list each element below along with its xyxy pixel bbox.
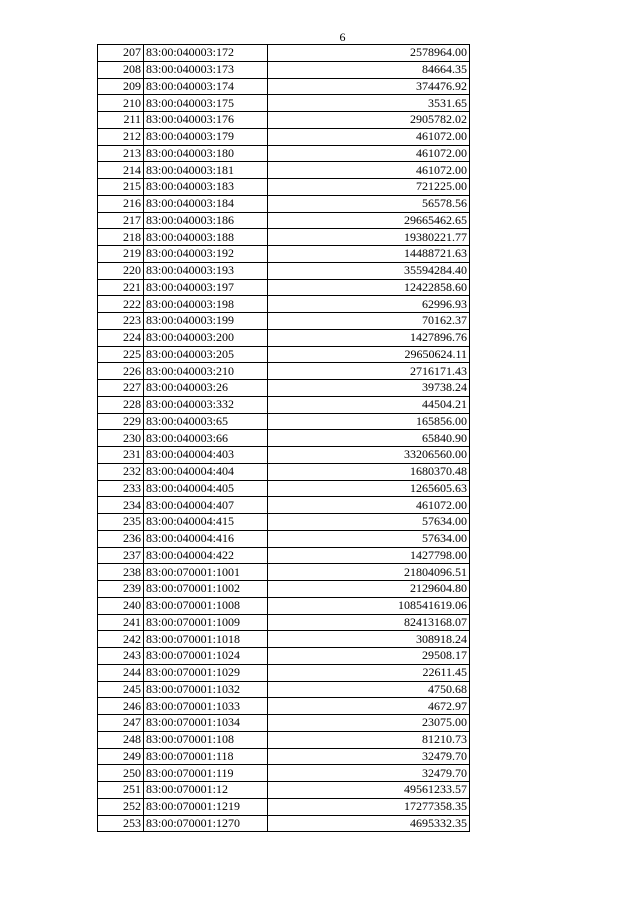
cadastral-number-cell: 83:00:040003:199 (144, 313, 268, 330)
row-number-cell: 243 (98, 648, 144, 665)
value-cell: 70162.37 (268, 313, 470, 330)
table-row (98, 547, 470, 564)
cadastral-number-cell: 83:00:040003:174 (144, 78, 268, 95)
cadastral-number-cell: 83:00:040004:403 (144, 447, 268, 464)
row-number-cell: 248 (98, 731, 144, 748)
value-cell: 29508.17 (268, 648, 470, 665)
row-number-cell: 209 (98, 78, 144, 95)
value-cell: 1680370.48 (268, 463, 470, 480)
row-number-cell: 231 (98, 447, 144, 464)
row-number-cell: 238 (98, 564, 144, 581)
row-number-cell: 222 (98, 296, 144, 313)
row-number-cell: 207 (98, 45, 144, 62)
value-cell: 165856.00 (268, 413, 470, 430)
table-row (98, 413, 470, 430)
row-number-cell: 210 (98, 95, 144, 112)
cadastral-number-cell: 83:00:040004:405 (144, 480, 268, 497)
value-cell: 1265605.63 (268, 480, 470, 497)
row-number-cell: 241 (98, 614, 144, 631)
table-row (98, 262, 470, 279)
row-number-cell: 249 (98, 748, 144, 765)
table-row (98, 313, 470, 330)
row-number-cell: 233 (98, 480, 144, 497)
row-number-cell: 227 (98, 380, 144, 397)
row-number-cell: 223 (98, 313, 144, 330)
row-number-cell: 253 (98, 815, 144, 832)
row-number-cell: 252 (98, 798, 144, 815)
registry-table-body (98, 45, 470, 832)
value-cell: 82413168.07 (268, 614, 470, 631)
value-cell: 19380221.77 (268, 229, 470, 246)
table-row (98, 815, 470, 832)
table-row (98, 95, 470, 112)
row-number-cell: 208 (98, 61, 144, 78)
cadastral-number-cell: 83:00:070001:118 (144, 748, 268, 765)
row-number-cell: 235 (98, 514, 144, 531)
row-number-cell: 220 (98, 262, 144, 279)
cadastral-number-cell: 83:00:040003:180 (144, 145, 268, 162)
value-cell: 1427896.76 (268, 329, 470, 346)
cadastral-number-cell: 83:00:040003:173 (144, 61, 268, 78)
cadastral-number-cell: 83:00:070001:1008 (144, 597, 268, 614)
row-number-cell: 229 (98, 413, 144, 430)
value-cell: 308918.24 (268, 631, 470, 648)
value-cell: 62996.93 (268, 296, 470, 313)
value-cell: 57634.00 (268, 530, 470, 547)
table-row (98, 581, 470, 598)
row-number-cell: 245 (98, 681, 144, 698)
table-row (98, 765, 470, 782)
value-cell: 57634.00 (268, 514, 470, 531)
value-cell: 3531.65 (268, 95, 470, 112)
table-row (98, 597, 470, 614)
value-cell: 29665462.65 (268, 212, 470, 229)
table-row (98, 363, 470, 380)
cadastral-number-cell: 83:00:040004:415 (144, 514, 268, 531)
cadastral-number-cell: 83:00:070001:119 (144, 765, 268, 782)
table-row (98, 329, 470, 346)
value-cell: 2716171.43 (268, 363, 470, 380)
cadastral-number-cell: 83:00:040003:66 (144, 430, 268, 447)
value-cell: 721225.00 (268, 179, 470, 196)
value-cell: 374476.92 (268, 78, 470, 95)
table-row (98, 430, 470, 447)
value-cell: 39738.24 (268, 380, 470, 397)
table-row (98, 346, 470, 363)
row-number-cell: 216 (98, 195, 144, 212)
row-number-cell: 217 (98, 212, 144, 229)
value-cell: 12422858.60 (268, 279, 470, 296)
table-row (98, 715, 470, 732)
cadastral-number-cell: 83:00:040003:186 (144, 212, 268, 229)
value-cell: 35594284.40 (268, 262, 470, 279)
value-cell: 32479.70 (268, 765, 470, 782)
cadastral-number-cell: 83:00:040003:197 (144, 279, 268, 296)
row-number-cell: 213 (98, 145, 144, 162)
row-number-cell: 228 (98, 396, 144, 413)
table-row (98, 179, 470, 196)
registry-table (97, 44, 470, 832)
cadastral-number-cell: 83:00:040003:200 (144, 329, 268, 346)
page-number: 6 (339, 30, 346, 44)
cadastral-number-cell: 83:00:070001:1002 (144, 581, 268, 598)
row-number-cell: 226 (98, 363, 144, 380)
value-cell: 461072.00 (268, 162, 470, 179)
table-row (98, 296, 470, 313)
cadastral-number-cell: 83:00:040003:332 (144, 396, 268, 413)
table-row (98, 447, 470, 464)
row-number-cell: 225 (98, 346, 144, 363)
value-cell: 32479.70 (268, 748, 470, 765)
cadastral-number-cell: 83:00:070001:1009 (144, 614, 268, 631)
row-number-cell: 244 (98, 664, 144, 681)
value-cell: 14488721.63 (268, 246, 470, 263)
table-row (98, 731, 470, 748)
cadastral-number-cell: 83:00:040003:192 (144, 246, 268, 263)
value-cell: 4695332.35 (268, 815, 470, 832)
cadastral-number-cell: 83:00:040003:65 (144, 413, 268, 430)
table-row (98, 212, 470, 229)
cadastral-number-cell: 83:00:040003:188 (144, 229, 268, 246)
row-number-cell: 212 (98, 128, 144, 145)
table-row (98, 279, 470, 296)
row-number-cell: 247 (98, 715, 144, 732)
table-row (98, 195, 470, 212)
table-row (98, 145, 470, 162)
cadastral-number-cell: 83:00:040004:404 (144, 463, 268, 480)
cadastral-number-cell: 83:00:040003:210 (144, 363, 268, 380)
value-cell: 2905782.02 (268, 112, 470, 129)
table-row (98, 162, 470, 179)
value-cell: 22611.45 (268, 664, 470, 681)
row-number-cell: 234 (98, 497, 144, 514)
value-cell: 108541619.06 (268, 597, 470, 614)
value-cell: 461072.00 (268, 497, 470, 514)
table-row (98, 782, 470, 799)
row-number-cell: 218 (98, 229, 144, 246)
value-cell: 2129604.80 (268, 581, 470, 598)
table-row (98, 246, 470, 263)
row-number-cell: 230 (98, 430, 144, 447)
value-cell: 44504.21 (268, 396, 470, 413)
cadastral-number-cell: 83:00:070001:108 (144, 731, 268, 748)
row-number-cell: 236 (98, 530, 144, 547)
table-row (98, 514, 470, 531)
cadastral-number-cell: 83:00:040003:193 (144, 262, 268, 279)
table-row (98, 497, 470, 514)
value-cell: 4750.68 (268, 681, 470, 698)
value-cell: 461072.00 (268, 128, 470, 145)
table-row (98, 648, 470, 665)
value-cell: 4672.97 (268, 698, 470, 715)
row-number-cell: 250 (98, 765, 144, 782)
row-number-cell: 240 (98, 597, 144, 614)
table-row (98, 664, 470, 681)
cadastral-number-cell: 83:00:070001:1219 (144, 798, 268, 815)
value-cell: 81210.73 (268, 731, 470, 748)
table-row (98, 748, 470, 765)
value-cell: 21804096.51 (268, 564, 470, 581)
value-cell: 84664.35 (268, 61, 470, 78)
cadastral-number-cell: 83:00:040003:172 (144, 45, 268, 62)
cadastral-number-cell: 83:00:040003:26 (144, 380, 268, 397)
table-row (98, 631, 470, 648)
value-cell: 33206560.00 (268, 447, 470, 464)
cadastral-number-cell: 83:00:070001:1024 (144, 648, 268, 665)
cadastral-number-cell: 83:00:070001:1001 (144, 564, 268, 581)
cadastral-number-cell: 83:00:040004:407 (144, 497, 268, 514)
cadastral-number-cell: 83:00:040004:416 (144, 530, 268, 547)
cadastral-number-cell: 83:00:040003:205 (144, 346, 268, 363)
table-row (98, 112, 470, 129)
row-number-cell: 246 (98, 698, 144, 715)
row-number-cell: 242 (98, 631, 144, 648)
table-row (98, 78, 470, 95)
cadastral-number-cell: 83:00:070001:1034 (144, 715, 268, 732)
table-row (98, 798, 470, 815)
cadastral-number-cell: 83:00:070001:1270 (144, 815, 268, 832)
row-number-cell: 232 (98, 463, 144, 480)
cadastral-number-cell: 83:00:070001:1032 (144, 681, 268, 698)
table-row (98, 480, 470, 497)
row-number-cell: 219 (98, 246, 144, 263)
cadastral-number-cell: 83:00:040003:179 (144, 128, 268, 145)
cadastral-number-cell: 83:00:070001:12 (144, 782, 268, 799)
table-row (98, 45, 470, 62)
table-row (98, 463, 470, 480)
row-number-cell: 214 (98, 162, 144, 179)
table-row (98, 61, 470, 78)
row-number-cell: 239 (98, 581, 144, 598)
table-row (98, 229, 470, 246)
value-cell: 17277358.35 (268, 798, 470, 815)
row-number-cell: 211 (98, 112, 144, 129)
cadastral-number-cell: 83:00:070001:1029 (144, 664, 268, 681)
value-cell: 49561233.57 (268, 782, 470, 799)
value-cell: 65840.90 (268, 430, 470, 447)
row-number-cell: 237 (98, 547, 144, 564)
row-number-cell: 215 (98, 179, 144, 196)
row-number-cell: 224 (98, 329, 144, 346)
table-row (98, 396, 470, 413)
cadastral-number-cell: 83:00:070001:1018 (144, 631, 268, 648)
table-row (98, 698, 470, 715)
cadastral-number-cell: 83:00:040003:198 (144, 296, 268, 313)
cadastral-number-cell: 83:00:040003:175 (144, 95, 268, 112)
value-cell: 23075.00 (268, 715, 470, 732)
table-row (98, 614, 470, 631)
value-cell: 56578.56 (268, 195, 470, 212)
table-row (98, 564, 470, 581)
value-cell: 1427798.00 (268, 547, 470, 564)
row-number-cell: 221 (98, 279, 144, 296)
table-row (98, 128, 470, 145)
value-cell: 29650624.11 (268, 346, 470, 363)
table-row (98, 530, 470, 547)
table-row (98, 681, 470, 698)
cadastral-number-cell: 83:00:040003:176 (144, 112, 268, 129)
table-row (98, 380, 470, 397)
value-cell: 461072.00 (268, 145, 470, 162)
row-number-cell: 251 (98, 782, 144, 799)
value-cell: 2578964.00 (268, 45, 470, 62)
cadastral-number-cell: 83:00:070001:1033 (144, 698, 268, 715)
cadastral-number-cell: 83:00:040004:422 (144, 547, 268, 564)
cadastral-number-cell: 83:00:040003:181 (144, 162, 268, 179)
cadastral-number-cell: 83:00:040003:184 (144, 195, 268, 212)
cadastral-number-cell: 83:00:040003:183 (144, 179, 268, 196)
